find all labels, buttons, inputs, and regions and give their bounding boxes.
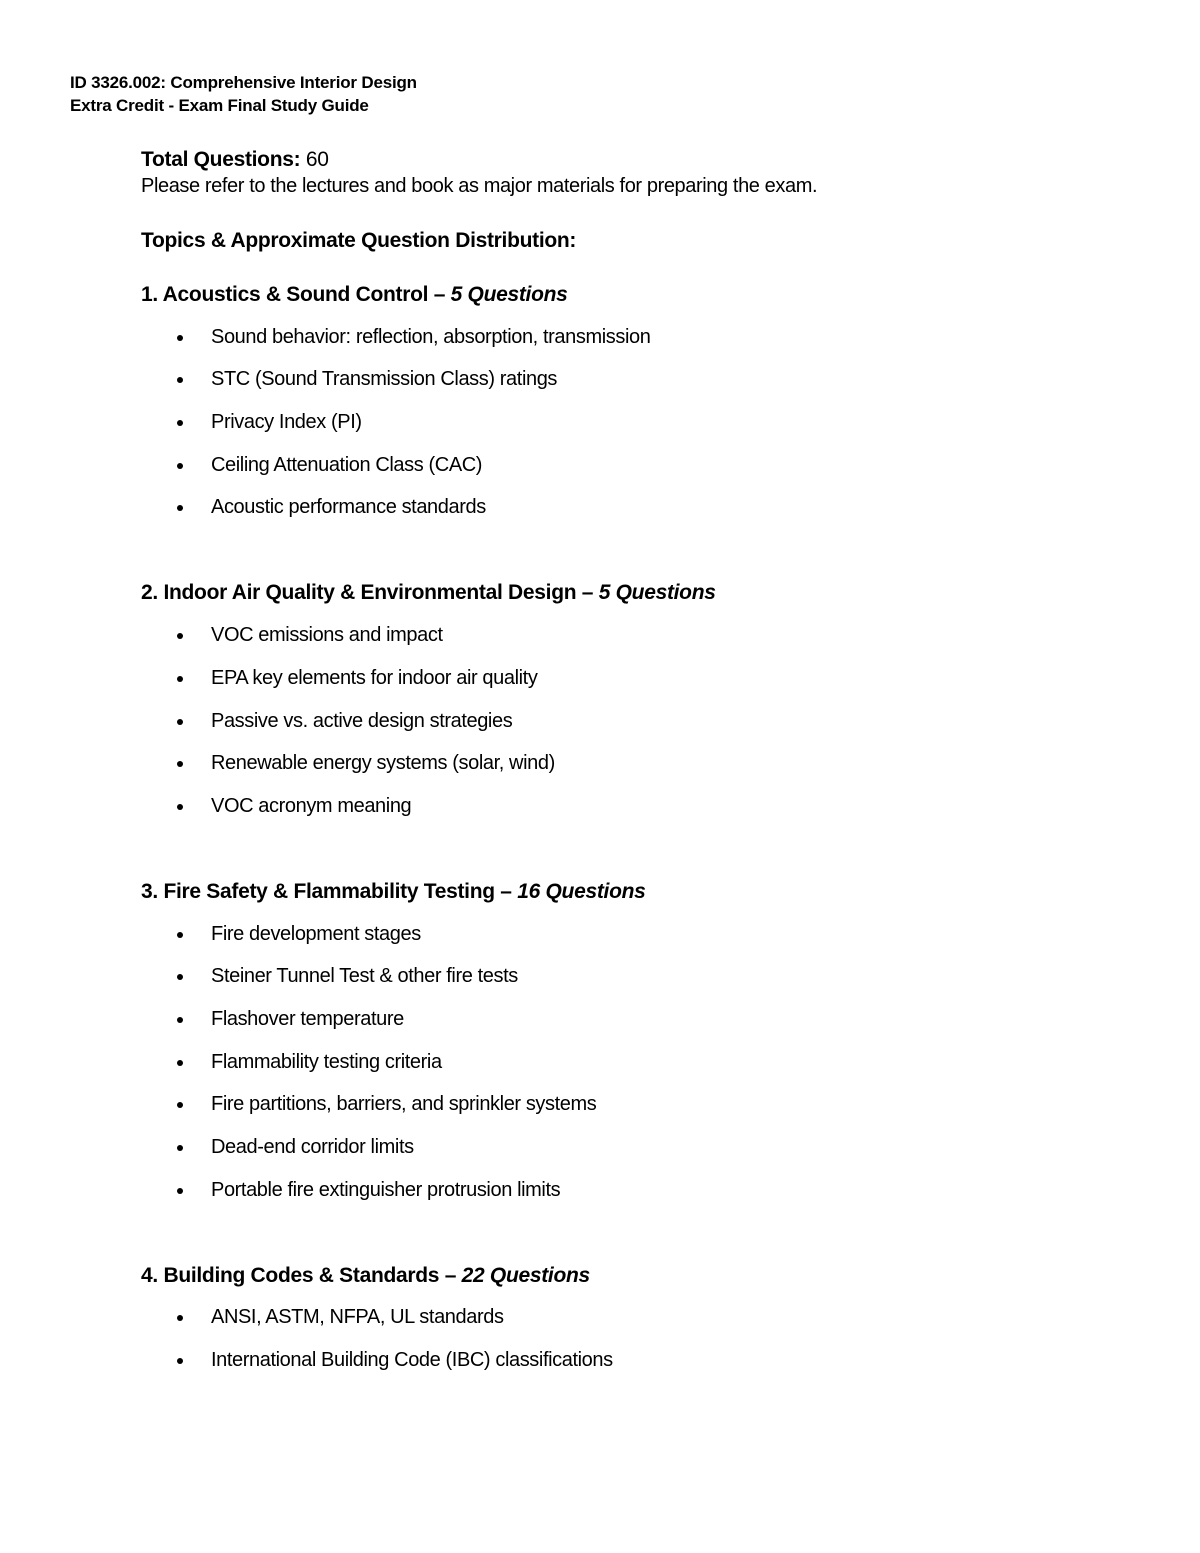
list-item-text: International Building Code (IBC) classifications (211, 1349, 613, 1372)
bullet-icon (177, 676, 183, 682)
section-question-count: 22 Questions (461, 1263, 590, 1287)
bullet-icon (177, 1145, 183, 1151)
list-item (141, 1347, 1141, 1374)
section-fire-safety (141, 878, 1141, 1204)
bullet-icon (177, 1102, 183, 1108)
bullet-icon (177, 804, 183, 810)
topics-heading: Topics & Approximate Question Distribution: (141, 229, 577, 252)
section-question-count: 5 Questions (598, 581, 716, 605)
section-title (141, 579, 1141, 606)
bullet-icon (177, 633, 183, 639)
intro-text: Please refer to the lectures and book as major materials for preparing the exam. (141, 175, 818, 197)
list-item-text: Fire partitions, barriers, and sprinkler systems (211, 1093, 597, 1116)
list-item (141, 1304, 1141, 1331)
bullet-icon (177, 1060, 183, 1066)
list-item (141, 963, 1141, 990)
list-item (141, 452, 1141, 479)
total-questions-value: 60 (305, 148, 329, 171)
list-item-text: VOC emissions and impact (211, 624, 443, 647)
list-item (141, 409, 1141, 436)
list-item-text: Renewable energy systems (solar, wind) (211, 752, 555, 775)
course-title: ID 3326.002: Comprehensive Interior Design (70, 73, 417, 92)
bullet-icon (177, 377, 183, 383)
list-item-text: ANSI, ASTM, NFPA, UL standards (211, 1306, 504, 1329)
section-building-codes (141, 1262, 1141, 1374)
section-item-list (141, 324, 1141, 522)
bullet-icon (177, 1017, 183, 1023)
list-item (141, 622, 1141, 649)
section-title-text: 3. Fire Safety & Flammability Testing – (141, 879, 518, 903)
list-item (141, 1049, 1141, 1076)
bullet-icon (177, 1315, 183, 1321)
total-questions-label: Total Questions: (141, 148, 301, 171)
list-item (141, 793, 1141, 820)
list-item (141, 1091, 1141, 1118)
list-item (141, 366, 1141, 393)
list-item-text: Fire development stages (211, 922, 421, 945)
list-item-text: Acoustic performance standards (211, 496, 486, 519)
document-header (70, 71, 417, 117)
section-item-list (141, 622, 1141, 820)
document-body (141, 146, 1141, 1374)
bullet-icon (177, 1188, 183, 1194)
list-item-text: Steiner Tunnel Test & other fire tests (211, 965, 518, 988)
section-title-text: 1. Acoustics & Sound Control – (141, 283, 451, 306)
section-title-text: 4. Building Codes & Standards – (141, 1263, 462, 1287)
list-item-text: EPA key elements for indoor air quality (211, 666, 538, 689)
section-question-count: 16 Questions (517, 879, 646, 903)
bullet-icon (177, 1358, 183, 1364)
document-subtitle: Extra Credit - Exam Final Study Guide (70, 96, 369, 115)
section-title-text: 2. Indoor Air Quality & Environmental Design – (141, 581, 599, 605)
list-item (141, 750, 1141, 777)
list-item (141, 708, 1141, 735)
list-item (141, 494, 1141, 521)
bullet-icon (177, 761, 183, 767)
bullet-icon (177, 719, 183, 725)
section-item-list (141, 1304, 1141, 1374)
section-indoor-air-quality (141, 579, 1141, 819)
list-item (141, 921, 1141, 948)
list-item-text: Privacy Index (PI) (211, 411, 362, 434)
bullet-icon (177, 974, 183, 980)
list-item-text: STC (Sound Transmission Class) ratings (211, 368, 558, 391)
list-item-text: Portable fire extinguisher protrusion limits (211, 1178, 561, 1201)
list-item (141, 1006, 1141, 1033)
total-questions (141, 146, 1141, 173)
list-item (141, 1177, 1141, 1204)
section-item-list (141, 921, 1141, 1204)
section-title (141, 878, 1141, 905)
list-item-text: Passive vs. active design strategies (211, 709, 513, 732)
bullet-icon (177, 505, 183, 511)
bullet-icon (177, 420, 183, 426)
list-item (141, 324, 1141, 351)
section-acoustics (141, 281, 1141, 521)
section-title (141, 1262, 1141, 1289)
bullet-icon (177, 335, 183, 341)
list-item (141, 1134, 1141, 1161)
section-question-count: 5 Questions (450, 283, 568, 306)
list-item-text: Dead-end corridor limits (211, 1136, 414, 1158)
list-item-text: Flashover temperature (211, 1007, 404, 1030)
bullet-icon (177, 932, 183, 938)
section-title (141, 281, 1141, 308)
bullet-icon (177, 463, 183, 469)
list-item-text: Ceiling Attenuation Class (CAC) (211, 453, 483, 476)
list-item (141, 665, 1141, 692)
list-item-text: VOC acronym meaning (211, 794, 412, 817)
list-item-text: Sound behavior: reflection, absorption, transmission (211, 325, 651, 348)
list-item-text: Flammability testing criteria (211, 1050, 442, 1073)
